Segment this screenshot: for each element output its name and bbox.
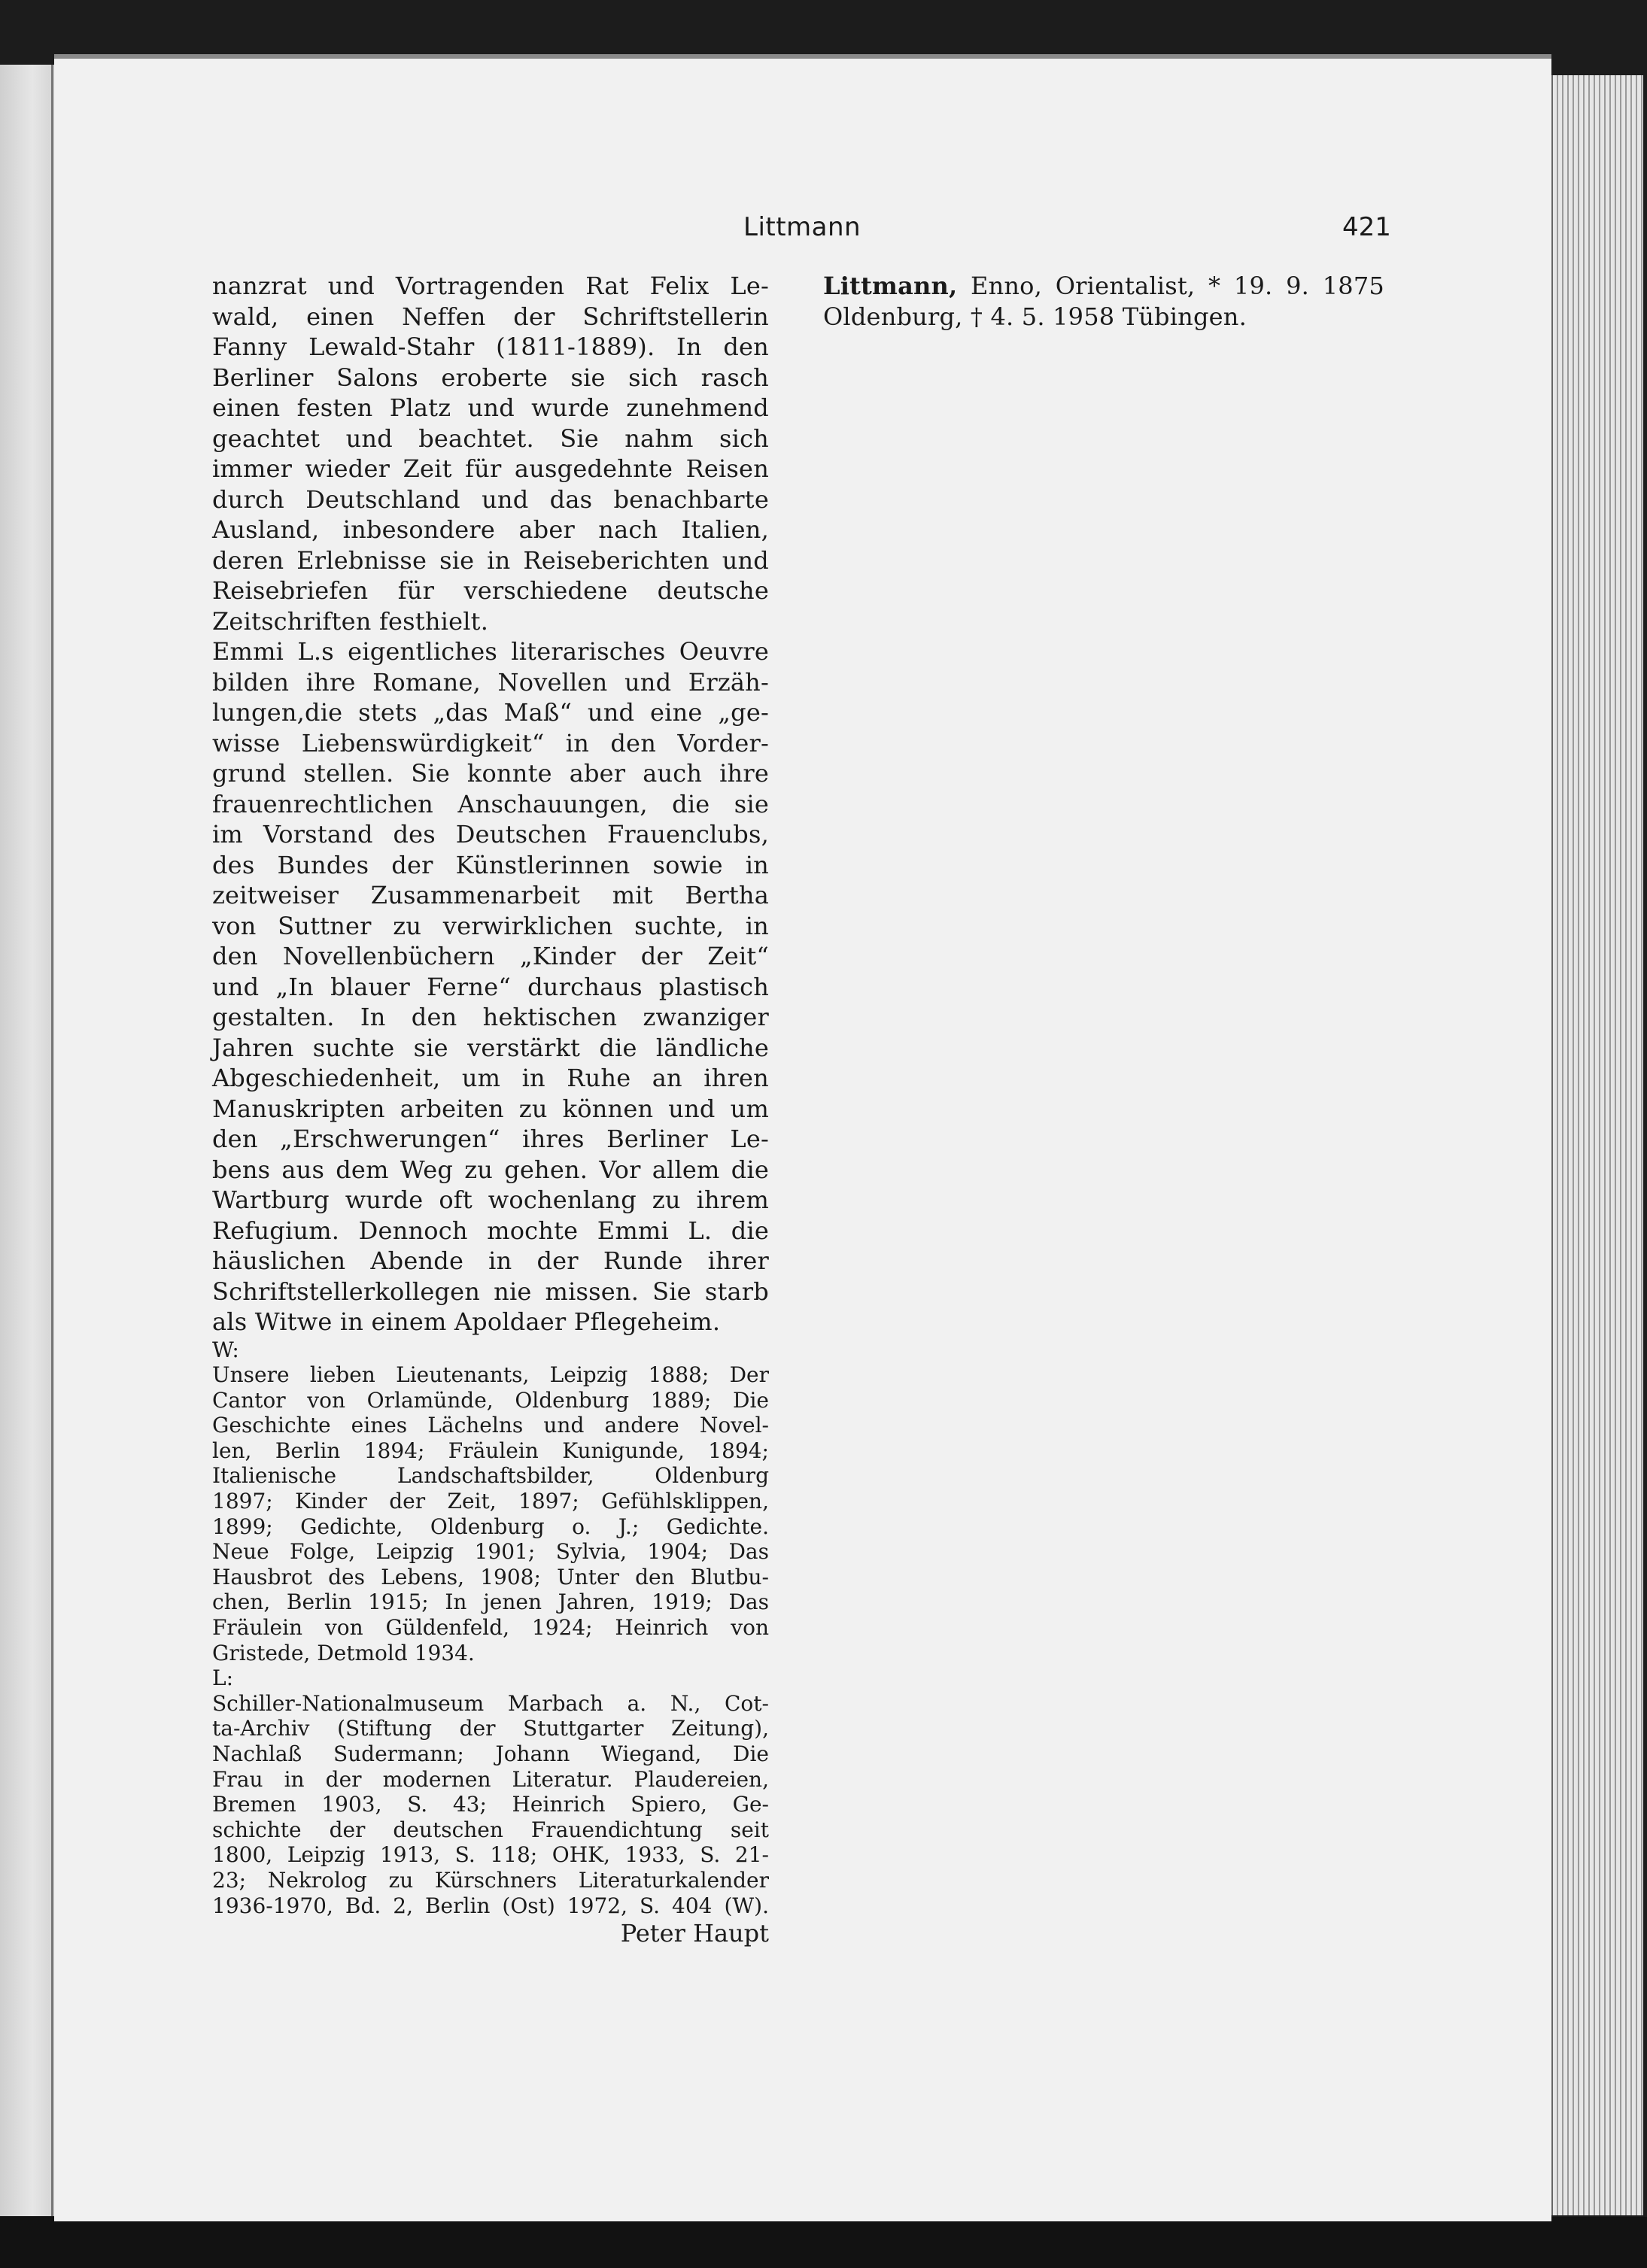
scan-background-bottom (0, 2217, 1647, 2268)
text-line: Fräulein von Güldenfeld, 1924; Heinrich von (212, 1615, 769, 1641)
text-line: Abgeschiedenheit, um in Ruhe an ihren (212, 1064, 769, 1092)
text-line: Fanny Lewald-Stahr (1811-1889). In den (212, 332, 769, 361)
text-line: Manuskripten arbeiten zu können und um (212, 1094, 769, 1123)
text-line: Zeitschriften festhielt. (212, 606, 489, 636)
entry-name: Littmann, (823, 272, 958, 300)
text-line: und „In blauer Ferne“ durchaus plastisch (212, 972, 769, 1001)
page-stack-edge (1551, 75, 1643, 2215)
text-line: Schriftstellerkollegen nie missen. Sie starb (212, 1277, 769, 1306)
text-line: Reisebriefen für verschiedene deutsche (212, 576, 769, 605)
biography-text (212, 271, 769, 1337)
works-label: W: (212, 1337, 239, 1362)
text-line: einen festen Platz und wurde zunehmend (212, 393, 769, 422)
text-line: Emmi L.s eigentliches literarisches Oeuvre (212, 637, 769, 666)
text-line: 1899; Gedichte, Oldenburg o. J.; Gedichte. (212, 1514, 769, 1539)
works-list (212, 1362, 769, 1665)
text-line: 1800, Leipzig 1913, S. 118; OHK, 1933, S. 21- (212, 1842, 769, 1868)
entry-heading-line (823, 271, 1384, 302)
text-line: lungen,die stets „das Maß“ und eine „ge- (212, 698, 769, 727)
text-line: Frau in der modernen Literatur. Plaudereien, (212, 1766, 769, 1792)
text-line: Neue Folge, Leipzig 1901; Sylvia, 1904; Das (212, 1539, 769, 1565)
text-line: geachtet und beachtet. Sie nahm sich (212, 424, 769, 453)
text-line: Geschichte eines Lächelns und andere Novel- (212, 1413, 769, 1438)
text-line: 23; Nekrolog zu Kürschners Literaturkalender (212, 1867, 769, 1893)
text-line: Italienische Landschaftsbilder, Oldenburg (212, 1463, 769, 1489)
text-line: des Bundes der Künstlerinnen sowie in (212, 850, 769, 879)
text-line: immer wieder Zeit für ausgedehnte Reisen (212, 454, 769, 483)
text-line: den Novellenbüchern „Kinder der Zeit“ (212, 942, 769, 970)
text-line: nanzrat und Vortragenden Rat Felix Le- (212, 272, 769, 300)
running-head: Littmann (743, 212, 861, 242)
text-line: Jahren suchte sie verstärkt die ländliche (212, 1033, 769, 1062)
text-line: bilden ihre Romane, Novellen und Erzäh- (212, 667, 769, 697)
text-line: Refugium. Dennoch mochte Emmi L. die (212, 1216, 769, 1245)
text-line: Nachlaß Sudermann; Johann Wiegand, Die (212, 1741, 769, 1766)
text-line: im Vorstand des Deutschen Frauenclubs, (212, 820, 769, 849)
author-signature: Peter Haupt (620, 1919, 769, 1948)
entry-line1-rest: Enno, Orientalist, * 19. 9. 1875 (957, 272, 1384, 300)
literature-label: L: (212, 1665, 234, 1691)
text-line: zeitweiser Zusammenarbeit mit Bertha (212, 881, 769, 909)
text-line: von Suttner zu verwirklichen suchte, in (212, 911, 769, 940)
text-line: 1897; Kinder der Zeit, 1897; Gefühlsklippen, (212, 1489, 769, 1514)
text-line: den „Erschwerungen“ ihres Berliner Le- (212, 1125, 769, 1153)
text-line: Ausland, inbesondere aber nach Italien, (212, 515, 769, 544)
page-number: 421 (1342, 212, 1391, 242)
text-line: Gristede, Detmold 1934. (212, 1640, 475, 1665)
text-line: Schiller-Nationalmuseum Marbach a. N., Cot- (212, 1690, 769, 1716)
text-line: Berliner Salons eroberte sie sich rasch (212, 363, 769, 392)
text-line: chen, Berlin 1915; In jenen Jahren, 1919; Das (212, 1589, 769, 1615)
text-line: 1936-1970, Bd. 2, Berlin (Ost) 1972, S. 404 (W). (212, 1893, 769, 1918)
text-line: Unsere lieben Lieutenants, Leipzig 1888; Der (212, 1362, 769, 1388)
text-line: schichte der deutschen Frauendichtung seit (212, 1817, 769, 1842)
text-line: frauenrechtlichen Anschauungen, die sie (212, 789, 769, 818)
text-line: gestalten. In den hektischen zwanziger (212, 1003, 769, 1031)
text-line: len, Berlin 1894; Fräulein Kunigunde, 1894; (212, 1438, 769, 1463)
entry-line2: Oldenburg, † 4. 5. 1958 Tübingen. (823, 302, 1247, 331)
text-line: als Witwe in einem Apoldaer Pflegeheim. (212, 1307, 721, 1336)
book-gutter (51, 65, 53, 2216)
text-line: wald, einen Neffen der Schriftstellerin (212, 302, 769, 331)
right-column (823, 271, 1384, 332)
text-line: häuslichen Abende in der Runde ihrer (212, 1246, 769, 1275)
text-line: deren Erlebnisse sie in Reiseberichten und (212, 545, 769, 575)
text-line: Hausbrot des Lebens, 1908; Unter den Blutbu- (212, 1564, 769, 1589)
text-line: ta-Archiv (Stiftung der Stuttgarter Zeitung), (212, 1716, 769, 1741)
literature-list (212, 1691, 769, 1918)
text-line: Cantor von Orlamünde, Oldenburg 1889; Die (212, 1387, 769, 1413)
text-line: wisse Liebenswürdigkeit“ in den Vorder- (212, 728, 769, 758)
text-line: bens aus dem Weg zu gehen. Vor allem die (212, 1155, 769, 1184)
text-line: grund stellen. Sie konnte aber auch ihre (212, 759, 769, 788)
previous-page-edge (0, 65, 54, 2216)
text-line: Wartburg wurde oft wochenlang zu ihrem (212, 1186, 769, 1214)
text-line: Bremen 1903, S. 43; Heinrich Spiero, Ge- (212, 1792, 769, 1817)
text-line: durch Deutschland und das benachbarte (212, 484, 769, 514)
left-column (212, 271, 769, 1948)
